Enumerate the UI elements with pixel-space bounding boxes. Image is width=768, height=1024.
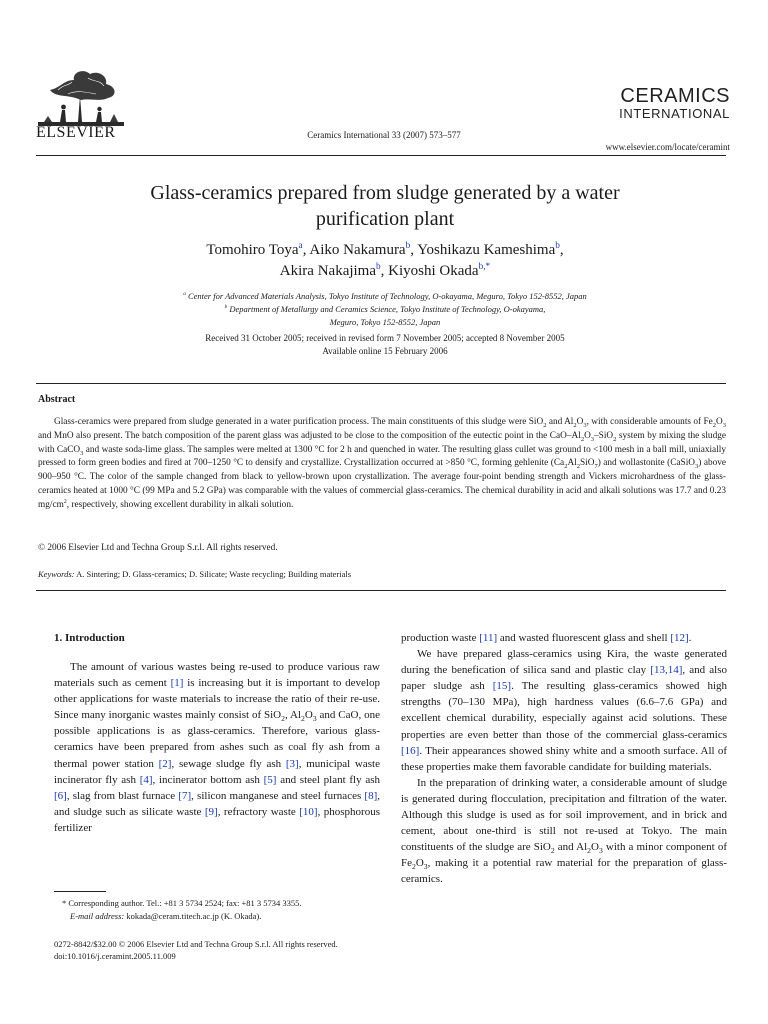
author-name[interactable]: Akira Nakajima	[279, 263, 377, 279]
footnote-divider	[54, 891, 106, 892]
journal-name-line2: INTERNATIONAL	[619, 106, 730, 121]
author-affil-mark[interactable]: b	[555, 241, 560, 251]
author-affil-mark[interactable]: b,*	[478, 262, 491, 272]
citation-link[interactable]: [9]	[204, 805, 218, 818]
affiliation-a	[100, 290, 670, 303]
citation-link[interactable]: [7]	[178, 789, 192, 802]
corresponding-author-contact: Corresponding author. Tel.: +81 3 5734 2524; fax: +81 3 5734 3355.	[68, 898, 302, 908]
issn-line: 0272-8842/$32.00 © 2006 Elsevier Ltd and Techna Group S.r.l. All rights reserved.	[54, 939, 338, 949]
affiliation-mark: b	[224, 304, 228, 311]
author-name[interactable]: Yoshikazu Kameshima	[417, 242, 556, 258]
citation-link[interactable]: [6]	[54, 789, 67, 802]
author-affil-mark[interactable]: b	[376, 262, 381, 272]
author-separator: ,	[380, 263, 389, 279]
author-affil-mark[interactable]: b	[405, 241, 411, 251]
intro-paragraph: In the preparation of drinking water, a considerable amount of sludge is generated during flocculation, precipitation and filtration of the water. Although this sludge is used as for soil improvement, and in brick and cement, about one-third is still not re-used at Tokyo. The main constituents of the sludge are SiO$_2$ and $Al_2O_3$ with a minor component of $Fe_2O_3$, making it a potential raw material for the preparation of glass-ceramics.	[401, 776, 727, 886]
journal-url-link[interactable]: www.elsevier.com/locate/ceramint	[605, 142, 730, 152]
citation-link[interactable]: [10]	[299, 805, 318, 818]
author-separator: ,	[559, 242, 564, 258]
affiliation-text: Department of Metallurgy and Ceramics Science, Tokyo Institute of Technology, O-okayama,	[229, 304, 546, 314]
corresponding-author-footnote	[54, 897, 384, 922]
author-affil-mark[interactable]: a	[298, 241, 303, 251]
citation-link[interactable]: [11]	[479, 632, 498, 644]
intro-left-column	[54, 659, 380, 836]
article-title	[60, 180, 710, 232]
abstract-top-divider	[36, 383, 726, 384]
issn-doi-block	[54, 938, 338, 962]
citation-link[interactable]: [16]	[401, 744, 420, 757]
intro-paragraph: The amount of various wastes being re-used to produce various raw materials such as cement [1] is increasing but it is important to develop other applications for waste materials to increase the ratio of their re-use. Since many inorganic wastes mainly consist of SiO$_2$, $Al_2O_3$ and CaO, one possible applications is as glass-ceramics. Therefore, various glass-ceramics have been prepared from ashes such as coal fly ash from a thermal power station [2], sewage sludge fly ash [3], municipal waste incinerator fly ash [4], incinerator bottom ash [5] and steel plant fly ash [6], slag from blast furnace [7], silicon manganese and steel furnaces [8], and sludge such as silicate waste [9], refractory waste [10], phosphorous fertilizer	[54, 661, 380, 834]
section-heading: 1. Introduction	[54, 632, 125, 644]
footnote-star: *	[62, 898, 67, 908]
citation-link[interactable]: [3]	[285, 757, 299, 770]
citation-link[interactable]: [12]	[670, 632, 689, 644]
affiliation-mark: a	[183, 291, 186, 298]
author-name[interactable]: Aiko Nakamura	[309, 242, 406, 258]
journal-name-line1: CERAMICS	[620, 85, 730, 107]
journal-citation: Ceramics International 33 (2007) 573–577	[307, 130, 461, 140]
affiliation-text: Meguro, Tokyo 152-8552, Japan	[329, 317, 441, 327]
keywords	[38, 569, 351, 579]
online-date: Available online 15 February 2006	[322, 346, 448, 356]
intro-right-column	[401, 630, 727, 888]
affiliation-b	[100, 303, 670, 329]
email-label: E-mail address:	[70, 910, 125, 921]
intro-paragraph: We have prepared glass-ceramics using Kira, the waste generated during the benefication of silica sand and plastic clay [13,14], and also paper sludge ash [15]. The resulting glass-ceramics showed high strengths (70–130 MPa), high hardness values (6.6–7.6 GPa) and excellent chemical durability, especially against acid solutions. These properties are even better than those of the commercial glass-ceramics [16]. Their appearances showed shiny white and a smooth surface. All of these properties make them favorable candidate for building materials.	[401, 648, 727, 773]
author-separator: ,	[410, 242, 418, 258]
abstract-text: Glass-ceramics were prepared from sludge generated in a water purification process. The main constituents of this sludge were SiO$_2$ and $Al_2O_3$, with considerable amounts of $Fe_2O_3$ and MnO also present. The batch composition of the parent glass was adjusted to be close to the composition of the eutectic point in the CaO–$Al_2O_3-SiO_2$ system by mixing the sludge with CaCO$_3$ and waste soda-lime glass. The samples were melted at 1300 °C for 2 h and quenched in water. The resulting glass cullet was ground to <100 mesh in a ball mill, uniaxially pressed to form green bodies and fired at 700–1250 °C to densify and crystallize. Crystallization occurred at >850 °C, forming gehlenite $(Ca_2Al_2SiO_7)$ and wollastonite (CaSiO$_3$) above 900–950 °C. The color of the sample changed from black to yellow-brown upon crystallization. The average four-point bending strength and Vickers microhardness of the glass-ceramics heated at 1000 °C (99 MPa and 5.2 GPa) was comparable with the values of commercial glass-ceramics. The chemical durability in acid and alkali solutions was 17.7 and 0.23 $mg/cm^2$, respectively, showing excellent durability in alkali solution.	[38, 417, 727, 510]
author-list	[60, 240, 710, 282]
copyright-notice: © 2006 Elsevier Ltd and Techna Group S.r.l. All rights reserved.	[38, 543, 278, 553]
citation-link[interactable]: [8]	[364, 789, 378, 802]
publisher-name: ELSEVIER	[36, 124, 116, 141]
citation-link[interactable]: [15]	[492, 680, 512, 693]
citation-link[interactable]: [5]	[263, 773, 277, 786]
keywords-list: A. Sintering; D. Glass-ceramics; D. Silicate; Waste recycling; Building materials	[76, 569, 352, 579]
intro-paragraph: production waste [11] and wasted fluorescent glass and shell [12].	[401, 632, 692, 644]
abstract-bottom-divider	[36, 590, 726, 591]
doi-link[interactable]: doi:10.1016/j.ceramint.2005.11.009	[54, 951, 176, 961]
citation-link[interactable]: [2]	[158, 757, 172, 770]
author-name[interactable]: Kiyoshi Okada	[388, 263, 479, 279]
article-title-line2: purification plant	[315, 208, 455, 230]
affiliation-text: Center for Advanced Materials Analysis, Tokyo Institute of Technology, O-okayama, Meguro, Tokyo 152-8552, Japan	[187, 291, 587, 301]
author-separator: ,	[302, 242, 310, 258]
article-title-line1: Glass-ceramics prepared from sludge generated by a water	[150, 182, 620, 204]
abstract-heading: Abstract	[38, 394, 76, 405]
citation-link[interactable]: [13,14]	[650, 664, 683, 677]
citation-link[interactable]: [1]	[170, 677, 184, 690]
citation-link[interactable]: [4]	[139, 773, 153, 786]
keywords-label: Keywords:	[38, 569, 75, 579]
elsevier-tree-logo-icon	[38, 64, 124, 128]
header-divider	[36, 155, 726, 156]
received-dates: Received 31 October 2005; received in revised form 7 November 2005; accepted 8 November 2005	[205, 333, 565, 343]
article-dates	[60, 332, 710, 358]
email-address-link[interactable]: kokada@ceram.titech.ac.jp (K. Okada).	[126, 910, 262, 921]
author-name[interactable]: Tomohiro Toya	[206, 242, 299, 258]
